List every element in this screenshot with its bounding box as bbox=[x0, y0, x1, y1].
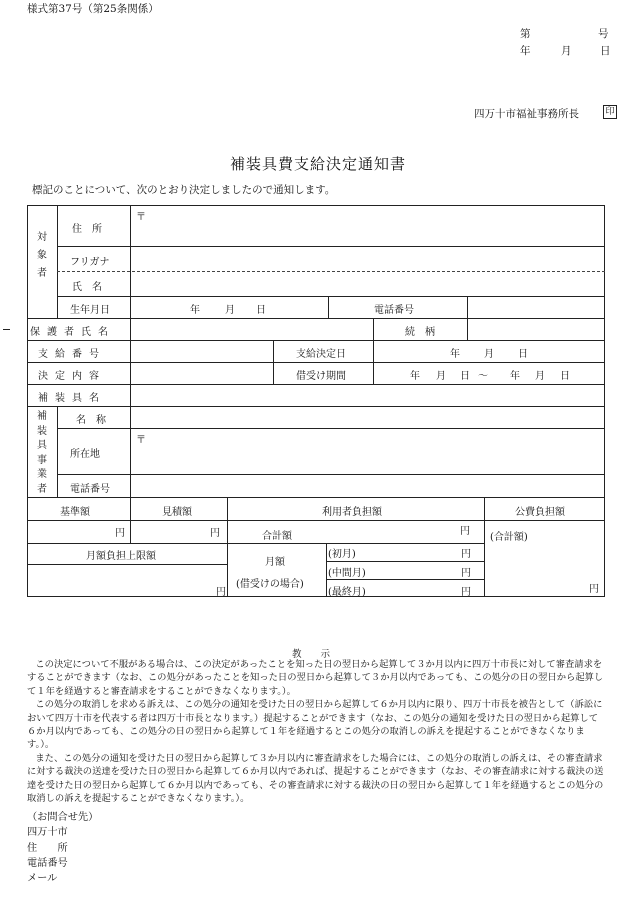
phone-label: 電話番号 bbox=[374, 305, 414, 316]
middle-month-yen: 円 bbox=[461, 568, 471, 579]
payment-number-label: 支給番号 bbox=[38, 349, 106, 360]
guardian-name-label: 保護者氏名 bbox=[30, 327, 115, 338]
loan-month1-label: 月 bbox=[436, 371, 446, 382]
notice-body bbox=[27, 658, 605, 805]
date-day: 日 bbox=[600, 45, 611, 57]
contact-email-label: メール bbox=[27, 873, 58, 885]
total-yen: 円 bbox=[460, 526, 470, 537]
furigana-label: フリガナ bbox=[70, 257, 110, 268]
last-month-yen: 円 bbox=[461, 587, 471, 598]
first-month-yen: 円 bbox=[461, 549, 471, 560]
notice-paragraph: この決定について不服がある場合は、この決定があったことを知った日の翌日から起算して３か月以内に四万十市長に対して審査請求をすることができます（なお、この処分があったことを知った日の翌日から起算して３か月以内であっても、この処分の日の翌日から起算して１年を経過すると審査請求をすることができなくなります。）。 bbox=[27, 659, 604, 697]
public-burden-label: 公費負担額 bbox=[515, 507, 565, 518]
loan-period-label: 借受け期間 bbox=[296, 371, 346, 382]
estimate-label: 見積額 bbox=[162, 507, 192, 518]
loan-year1-label: 年 bbox=[410, 371, 420, 382]
document-title: 補装具費支給決定通知書 bbox=[230, 155, 407, 173]
base-amount-label: 基準額 bbox=[60, 507, 90, 518]
device-name-label: 補装具名 bbox=[38, 393, 106, 404]
decision-month-label: 月 bbox=[484, 349, 494, 360]
base-amount-yen: 円 bbox=[115, 528, 125, 539]
monthly-limit-label: 月額負担上限額 bbox=[86, 551, 156, 562]
intro-text: 標記のことについて、次のとおり決定しましたので通知します。 bbox=[32, 184, 336, 196]
monthly-label: 月額 bbox=[265, 557, 285, 568]
postal-mark: 〒 bbox=[136, 212, 146, 223]
subject-section-label: 対象者 bbox=[37, 232, 47, 279]
address-label: 住 所 bbox=[72, 224, 102, 235]
first-month-label: (初月) bbox=[328, 549, 356, 560]
vendor-address-label: 所在地 bbox=[70, 449, 100, 460]
loan-year2-label: 年 bbox=[510, 371, 520, 382]
contact-address-label: 住 所 bbox=[27, 842, 68, 854]
issuer-name: 四万十市福祉事務所長 bbox=[474, 108, 579, 120]
vendor-postal-mark: 〒 bbox=[136, 435, 146, 446]
vendor-phone-label: 電話番号 bbox=[70, 484, 110, 495]
date-month: 月 bbox=[561, 45, 572, 57]
decision-content-label: 決定内容 bbox=[38, 371, 106, 382]
contact-phone-label: 電話番号 bbox=[27, 857, 68, 869]
birth-year-label: 年 bbox=[190, 305, 200, 316]
loan-month2-label: 月 bbox=[535, 371, 545, 382]
notice-heading: 教 示 bbox=[292, 649, 331, 660]
public-total-label: (合計額) bbox=[490, 532, 528, 543]
date-year: 年 bbox=[520, 45, 531, 57]
seal-stamp: 印 bbox=[603, 105, 617, 119]
middle-month-label: (中間月) bbox=[328, 568, 366, 579]
notice-paragraph: この処分の取消しを求める訴えは、この処分の通知を受けた日の翌日から起算して６か月以内に限り、四万十市長を被告として（訴訟において四万十市を代表する者は四万十市長となります。）提起することができます（なお、この処分の通知を受けた日の翌日から起算して６か月以内であっても、この処分の日の翌日から起算して１年を経過するとこの処分の取消しの訴えを提起することができなくなります。）。 bbox=[27, 699, 603, 751]
loan-day2-label: 日 bbox=[560, 371, 570, 382]
notice-paragraph: また、この処分の通知を受けた日の翌日から起算して３か月以内に審査請求をした場合には、この処分の取消しの訴えは、その審査請求に対する裁決の送達を受けた日の翌日から起算して６か月以内であれば、提起することができます（なお、その審査請求に対する裁決の送達を受けた日の翌日から起算して６か月以内であっても、その審査請求に対する裁決の日の翌日から起算して１年を経過するとこの処分の取消しの訴えを提起することができなくなります。）。 bbox=[27, 752, 604, 805]
monthly-limit-yen: 円 bbox=[216, 587, 226, 598]
decision-year-label: 年 bbox=[450, 349, 460, 360]
loan-tilde: ～ bbox=[478, 371, 488, 382]
decision-date-label: 支給決定日 bbox=[296, 349, 346, 360]
loan-day1-label: 日 bbox=[460, 371, 470, 382]
total-label: 合計額 bbox=[262, 531, 292, 542]
public-burden-yen: 円 bbox=[589, 584, 599, 595]
birth-day-label: 日 bbox=[256, 305, 266, 316]
form-number: 様式第37号（第25条関係） bbox=[27, 3, 159, 15]
birth-month-label: 月 bbox=[225, 305, 235, 316]
contact-city: 四万十市 bbox=[27, 827, 68, 839]
doc-no-prefix: 第 bbox=[520, 28, 531, 40]
loan-case-label: (借受けの場合) bbox=[236, 579, 304, 590]
birthdate-label: 生年月日 bbox=[70, 305, 110, 316]
estimate-yen: 円 bbox=[210, 528, 220, 539]
contact-heading: （お問合せ先） bbox=[27, 812, 99, 823]
relation-label: 続 柄 bbox=[405, 327, 435, 338]
last-month-label: (最終月) bbox=[328, 587, 366, 598]
doc-no-suffix: 号 bbox=[598, 28, 609, 40]
contact-block bbox=[27, 810, 98, 886]
vendor-name-label: 名 称 bbox=[76, 415, 106, 426]
decision-day-label: 日 bbox=[518, 349, 528, 360]
name-label: 氏 名 bbox=[72, 282, 102, 293]
vendor-section-label: 補装具事業者 bbox=[37, 411, 47, 495]
user-burden-label: 利用者負担額 bbox=[322, 507, 382, 518]
